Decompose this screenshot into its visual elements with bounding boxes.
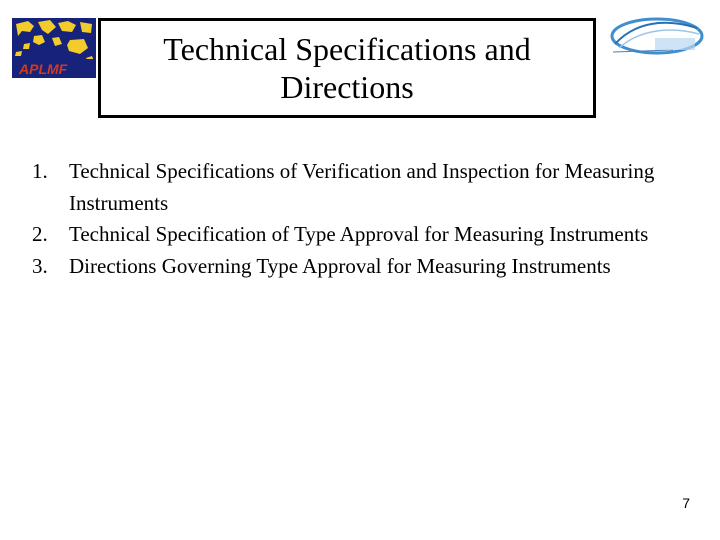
- aplmf-logo-text: APLMF: [19, 61, 68, 77]
- list-item: [32, 251, 702, 283]
- list-item-number: 2.: [32, 222, 48, 246]
- list-item-text: Directions Governing Type Approval for Measuring Instruments: [69, 253, 611, 278]
- list-item: [32, 156, 702, 219]
- aplmf-logo-graphic: [12, 18, 96, 78]
- globe-swoosh-logo-graphic: [605, 14, 705, 64]
- page-number: 7: [682, 495, 690, 511]
- list-item: [32, 219, 702, 251]
- page-title-line-2: Directions: [280, 69, 414, 105]
- title-box: [98, 18, 596, 118]
- globe-swoosh-logo-icon: [605, 14, 705, 64]
- list-item-text: Technical Specification of Type Approval for Measuring Instruments: [69, 222, 649, 246]
- list-item-number: 1.: [32, 159, 48, 183]
- page-title-line-1: Technical Specifications and: [163, 31, 531, 67]
- specification-list: [32, 156, 702, 282]
- list-item-text: Technical Specifications of Verification and Inspection for Measuring Instruments: [69, 159, 655, 215]
- aplmf-logo-icon: [12, 18, 96, 78]
- list-item-number: 3.: [32, 253, 48, 278]
